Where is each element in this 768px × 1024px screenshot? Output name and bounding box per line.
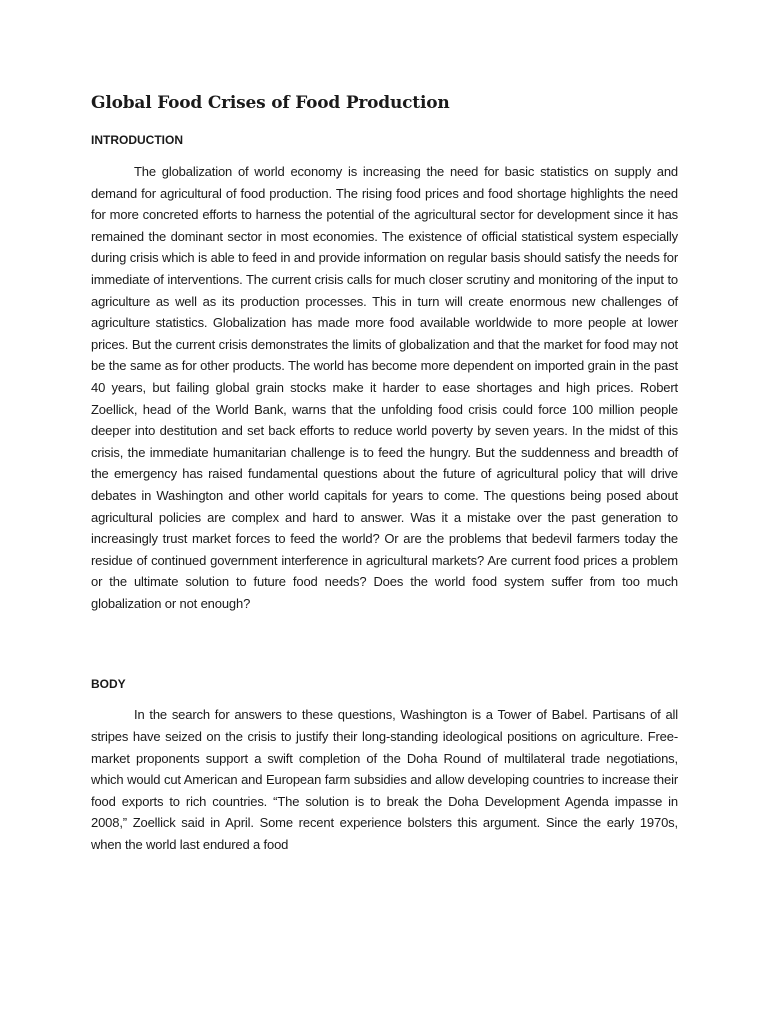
section-heading-body: BODY bbox=[91, 677, 126, 692]
body-paragraph: In the search for answers to these questions, Washington is a Tower of Babel. Partisans of all stripes have seized on the crisis to justify their long-standing ideological positions on agriculture. Free-market proponents support a swift completion of the Doha Round of multilateral trade negotiations, which would cut American and European farm subsidies and allow developing countries to increase their food exports to rich countries. “The solution is to break the Doha Development Agenda impasse in 2008,” Zoellick said in April. Some recent experience bolsters this argument. Since the early 1970s, when the world last endured a food bbox=[91, 707, 678, 853]
document-content bbox=[91, 92, 678, 856]
section-heading-introduction: INTRODUCTION bbox=[91, 133, 183, 147]
introduction-paragraph: The globalization of world economy is increasing the need for basic statistics on supply and demand for agricultural of food production. The rising food prices and food shortage highlights the need for more concreted efforts to harness the potential of the agricultural sector for development since it has remained the dominant sector in most economies. The existence of official statistical system especially during crisis which is able to feed in and provide information on regular basis should satisfy the needs for immediate of interventions. The current crisis calls for much closer scrutiny and monitoring of the input to agriculture as well as its production processes. This in turn will create enormous new challenges of agriculture statistics. Globalization has made more food available worldwide to more people at lower prices. But the current crisis demonstrates the limits of globalization and that the market for food may not be the same as for other products. The world has become more dependent on imported grain in the past 40 years, but failing global grain stocks make it harder to ease shortages and high prices. Robert Zoellick, head of the World Bank, warns that the unfolding food crisis could force 100 million people deeper into destitution and set back efforts to reduce world poverty by seven years. In the midst of this crisis, the immediate humanitarian challenge is to feed the hungry. But the suddenness and breadth of the emergency has raised fundamental questions about the future of agricultural policy that will drive debates in Washington and other world capitals for years to come. The questions being posed about agricultural policies are complex and hard to answer. Was it a mistake over the past generation to increasingly trust market forces to feed the world? Or are the problems that bedevil farmers today the residue of continued government interference in agricultural markets? Are current food prices a problem or the ultimate solution to future food needs? Does the world food system suffer from too much globalization or not enough? bbox=[91, 164, 678, 611]
document-title: Global Food Crises of Food Production bbox=[91, 93, 450, 113]
